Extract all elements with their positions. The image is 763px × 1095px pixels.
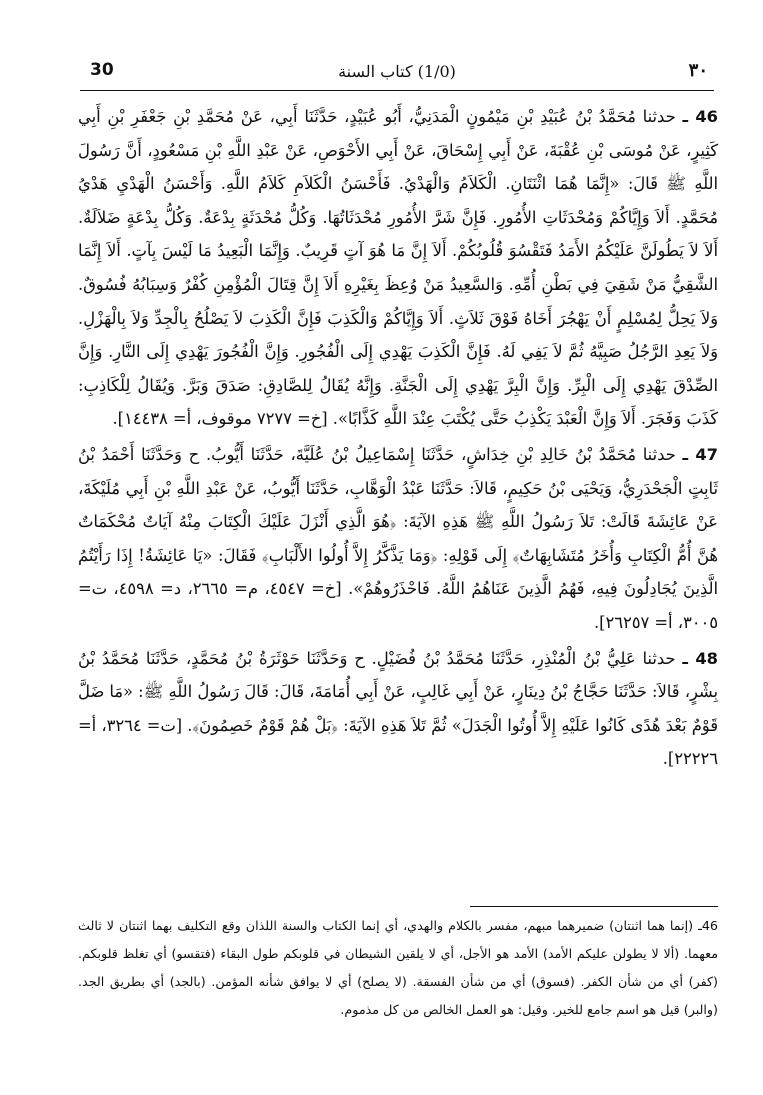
hadith-reference: [ت= ٣٢٦٤، أ= ٢٢٢٢٦]. (78, 715, 718, 769)
hadith-46 (78, 100, 718, 436)
hadith-text: حدثنا مُحَمَّدُ بْنُ عُبَيْدِ بْنِ مَيْمُونٍ الْمَدَنِيُّ، أَبُو عُبَيْدٍ، حَدَّثَنَا أَبِي، عَنْ مُحَمَّدِ بْنِ جَعْفَرِ بْنِ أَبِي كَثِيرٍ، عَنْ مُوسَى بْنِ عُقْبَةَ، عَنْ أَبِي إِسْحَاقَ، عَنْ أَبِي الأَحْوَصِ، عَنْ عَبْدِ اللَّهِ بْنِ مَسْعُودٍ، أَنَّ رَسُولَ اللَّهِ ﷺ قَالَ: «إِنَّمَا هُمَا اثْنَتَانِ. الْكَلاَمُ وَالْهَدْيُ. فَأَحْسَنُ الْكَلاَمِ كَلاَمُ اللَّهِ. وَأَحْسَنُ الْهَدْيِ هَدْيُ مُحَمَّدٍ. أَلاَ وَإِيَّاكُمْ وَمُحْدَثَاتِ الأُمُورِ. فَإِنَّ شَرَّ الأُمُورِ مُحْدَثَاتُهَا. وَكُلُّ مُحْدَثَةٍ بِدْعَةٌ. وَكُلُّ بِدْعَةٍ ضَلاَلَةٌ. أَلاَ لاَ يَطُولَنَّ عَلَيْكُمُ الأَمَدُ فَتَقْسُوَ قُلُوبُكُمْ. أَلاَ إِنَّ مَا هُوَ آتٍ قَرِيبٌ. وَإِنَّمَا الْبَعِيدُ مَا لَيْسَ بِآتٍ. أَلاَ إِنَّمَا الشَّقِيُّ مَنْ شَقِيَ فِي بَطْنِ أُمِّهِ. وَالسَّعِيدُ مَنْ وُعِظَ بِغَيْرِهِ أَلاَ إِنَّ قِتَالَ الْمُؤْمِنِ كُفْرٌ وَسِبَابُهُ فُسُوقٌ. وَلاَ يَحِلُّ لِمُسْلِمٍ أَنْ يَهْجُرَ أَخَاهُ فَوْقَ ثَلاَثٍ. أَلاَ وَإِيَّاكُمْ وَالْكَذِبَ فَإِنَّ الْكَذِبَ لاَ يَصْلُحُ بِالْجِدِّ وَلاَ بِالْهَزْلِ. وَلاَ يَعِدِ الرَّجُلُ صَبِيَّهُ ثُمَّ لاَ يَفِي لَهُ. فَإِنَّ الْكَذِبَ يَهْدِي إِلَى الْفُجُورِ. وَإِنَّ الْفُجُورَ يَهْدِي إِلَى النَّارِ. وَإِنَّ الصِّدْقَ يَهْدِي إِلَى الْبِرِّ. وَإِنَّ الْبِرَّ يَهْدِي إِلَى الْجَنَّةِ. وَإِنَّهُ يُقَالُ لِلصَّادِقِ: صَدَقَ وَبَرَّ. وَيُقَالُ لِلْكَاذِبِ: كَذَبَ وَفَجَرَ. أَلاَ وَإِنَّ الْعَبْدَ يَكْذِبُ حَتَّى يُكْتَبَ عِنْدَ اللَّهِ كَذَّابًا». (78, 107, 718, 429)
hadith-reference: [خ= ٧٢٧٧ موقوف، أ= ١٤٤٣٨]. (112, 409, 328, 429)
hadith-number: 47 ـ (682, 444, 719, 464)
hadith-text: حدثنا عَلِيُّ بْنُ الْمُنْذِرِ، حَدَّثَنَا مُحَمَّدُ بْنُ فُضَيْلٍ. ح وَحَدَّثَنَا حَوْثَرَةُ بْنُ مُحَمَّدٍ، حَدَّثَنَا مُحَمَّدُ بْنُ بِشْرٍ، قَالاَ: حَدَّثَنَا حَجَّاجُ بْنُ دِينَارٍ، عَنْ أَبِي غَالِبٍ، عَنْ أَبِي أُمَامَةَ، قَالَ: قَالَ رَسُولُ اللَّهِ ﷺ: «مَا ضَلَّ قَوْمٌ بَعْدَ هُدًى كَانُوا عَلَيْهِ إِلاَّ أُوتُوا الْجَدَلَ» ثُمَّ تَلاَ هَذِهِ الآيَةَ: ﴿بَلْ هُمْ قَوْمٌ خَصِمُونَ﴾. (78, 648, 718, 735)
hadith-47 (78, 438, 718, 640)
hadith-number: 48 ـ (682, 648, 719, 668)
running-title: (1/0) كتاب السنة (338, 62, 456, 81)
page-header (80, 58, 714, 91)
page-number-latin: 30 (90, 60, 114, 80)
hadith-number: 46 ـ (682, 107, 718, 126)
hadith-text: حدثنا مُحَمَّدُ بْنُ خَالِدِ بْنِ خِدَاشٍ، حَدَّثَنَا إِسْمَاعِيلُ بْنُ عُلَيَّةَ، حَدَّثَنَا أَيُّوبُ. ح وَحَدَّثَنَا أَحْمَدُ بْنُ ثَابِتٍ الْجَحْدَرِيُّ، وَيَحْيَى بْنُ حَكِيمٍ، قَالاَ: حَدَّثَنَا عَبْدُ الْوَهَّابِ، حَدَّثَنَا أَيُّوبُ، عَنْ عَبْدِ اللَّهِ بْنِ أَبِي مُلَيْكَةَ، عَنْ عَائِشَةَ قَالَتْ: تَلاَ رَسُولُ اللَّهِ ﷺ هَذِهِ الآيَةَ: ﴿هُوَ الَّذِي أَنْزَلَ عَلَيْكَ الْكِتَابَ مِنْهُ آيَاتٌ مُحْكَمَاتٌ هُنَّ أُمُّ الْكِتَابِ وَأُخَرُ مُتَشَابِهَاتٌ﴾ إِلَى قَوْلِهِ: ﴿وَمَا يَذَّكَّرُ إِلاَّ أُولُوا الأَلْبَابِ﴾ فَقَالَ: «يَا عَائِشَةُ! إِذَا رَأَيْتُمُ الَّذِينَ يُجَادِلُونَ فِيهِ، فَهُمُ الَّذِينَ عَنَاهُمُ اللَّهُ. فَاحْذَرُوهُمْ». (78, 444, 719, 599)
footnote-46: 46ـ (إنما هما اثنتان) ضميرهما مبهم، مفسر بالكلام والهدي، أي إنما الكتاب والسنة اللذان وقع التكليف بهما اثنتان لا ثالث معهما. (ألا لا يطولن عليكم الأمد) الأمد هو الأجل، أي لا يلقين الشيطان في قلوبكم طول البقاء (فتقسو) أي تغلظ قلوبكم. (كفر) أي من شأن الكفر. (فسوق) أي من شأن الفسقة. (لا يصلح) أي لا يوافق شأنه المؤمن. (بالجد) أي بطريق الجد. (والبر) قيل هو اسم جامع للخير. وقيل: هو العمل الخالص من كل مذموم. (78, 918, 718, 1017)
footnotes (78, 912, 718, 1024)
hadith-48 (78, 642, 718, 776)
page-number-arabic: ٣٠ (688, 60, 708, 81)
hadith-reference: [خ= ٤٥٤٧، م= ٢٦٦٥، د= ٤٥٩٨، ت= ٣٠٠٥، أ= ٢٦٢٥٧]. (78, 579, 718, 632)
footnote-divider (470, 906, 718, 907)
hadith-text-body (78, 100, 718, 776)
